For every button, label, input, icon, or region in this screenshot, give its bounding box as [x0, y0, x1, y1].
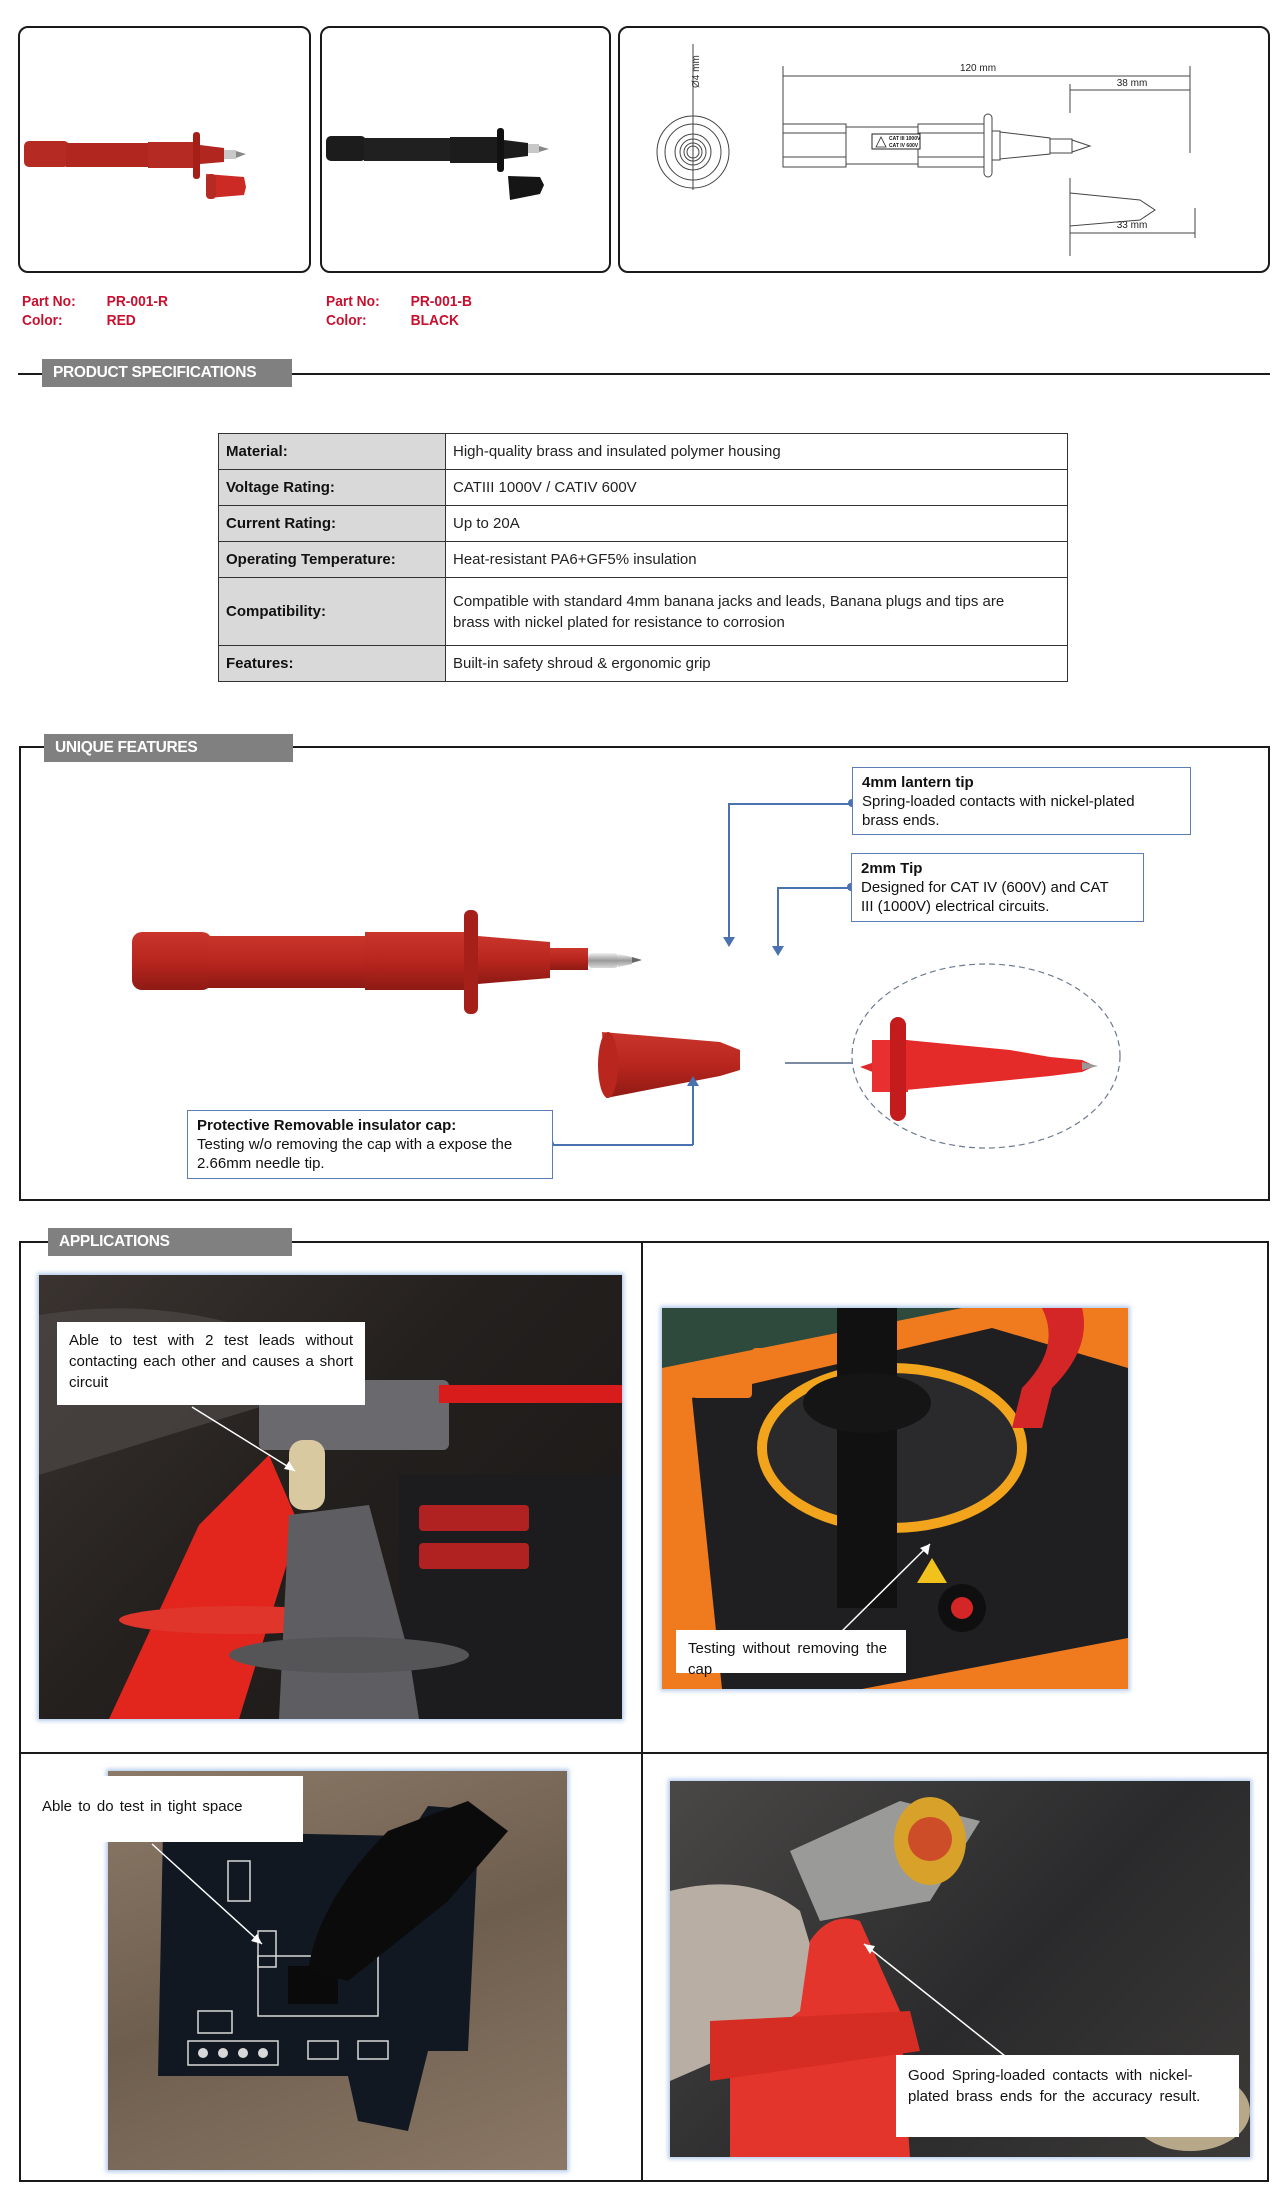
spec-value: Built-in safety shroud & ergonomic grip [446, 646, 1068, 682]
callout-line [777, 887, 779, 952]
part-no-label: Part No: [326, 293, 380, 310]
technical-drawing-icon [620, 28, 1270, 273]
black-probe-icon [322, 28, 611, 273]
cap-length-label: 33 mm [1116, 220, 1148, 231]
part-info-black [326, 292, 472, 330]
zoom-connector-line [785, 1062, 852, 1064]
arrow-down-icon [772, 946, 784, 956]
callout-line [728, 803, 730, 943]
table-row [219, 646, 1068, 682]
callout-line [550, 1144, 693, 1146]
spec-value: CATIII 1000V / CATIV 600V [446, 470, 1068, 506]
callout-title: Protective Removable insulator cap: [197, 1117, 457, 1134]
callout-title: 2mm Tip [861, 860, 923, 877]
pointer-arrow-icon [860, 1940, 1010, 2058]
product-image-black [320, 26, 611, 273]
spec-label: Current Rating: [219, 506, 446, 542]
arrow-down-icon [723, 937, 735, 947]
spec-label: Operating Temperature: [219, 542, 446, 578]
callout-title: 4mm lantern tip [862, 774, 974, 791]
table-row [219, 578, 1068, 646]
application-caption: Able to do test in tight space [30, 1776, 303, 1842]
dimension-drawing [618, 26, 1270, 273]
red-probe-large-icon [120, 880, 820, 1120]
callout-text: Designed for CAT IV (600V) and CAT [861, 879, 1109, 896]
callout-text: brass ends. [862, 812, 940, 829]
spec-value: Heat-resistant PA6+GF5% insulation [446, 542, 1068, 578]
application-caption: Good Spring-loaded contacts with nickel-plated brass ends for the accuracy result. [896, 2055, 1239, 2137]
unique-features-heading: UNIQUE FEATURES [44, 734, 293, 762]
specs-table [218, 433, 1068, 682]
part-no-label: Part No: [22, 293, 76, 310]
callout-line [777, 887, 852, 889]
part-no-value: PR-001-R [106, 293, 168, 310]
application-caption: Testing without removing the cap [676, 1630, 906, 1673]
spec-value: High-quality brass and insulated polymer housing [446, 434, 1068, 470]
spec-label: Features: [219, 646, 446, 682]
table-row [219, 434, 1068, 470]
application-caption: Able to test with 2 test leads without contacting each other and causes a short circuit [57, 1322, 365, 1405]
red-probe-icon [20, 28, 311, 273]
callout-text: Spring-loaded contacts with nickel-plated [862, 793, 1135, 810]
pointer-arrow-icon [820, 1540, 940, 1640]
table-row [219, 542, 1068, 578]
callout-text: 2.66mm needle tip. [197, 1155, 325, 1172]
grid-divider-vertical [641, 1241, 643, 2182]
callout-text: III (1000V) electrical circuits. [861, 898, 1050, 915]
applications-heading: APPLICATIONS [48, 1228, 292, 1256]
diameter-label: Ø4 mm [691, 55, 702, 88]
callout-line [728, 803, 853, 805]
spec-value-line: brass with nickel plated for resistance to corrosion [453, 613, 785, 631]
part-info-red [22, 292, 168, 330]
product-image-red [18, 26, 311, 273]
table-row [219, 506, 1068, 542]
zoom-detail-ellipse [850, 962, 1122, 1150]
part-no-value: PR-001-B [410, 293, 472, 310]
spec-label: Voltage Rating: [219, 470, 446, 506]
callout-lantern-tip [852, 767, 1191, 835]
spec-value-line: Compatible with standard 4mm banana jacks and leads, Banana plugs and tips are [453, 592, 1005, 610]
color-value: BLACK [410, 312, 459, 329]
cat3-label: CAT III 1000V [889, 136, 921, 142]
grid-divider-horizontal [19, 1752, 1269, 1754]
table-row [219, 470, 1068, 506]
callout-insulator-cap [187, 1110, 553, 1179]
color-label: Color: [326, 312, 367, 329]
color-label: Color: [22, 312, 63, 329]
callout-text: Testing w/o removing the cap with a expose the [197, 1136, 513, 1153]
spec-value: Up to 20A [446, 506, 1068, 542]
arrow-up-icon [687, 1076, 699, 1086]
spec-label: Compatibility: [219, 578, 446, 646]
overall-length-label: 120 mm [959, 63, 997, 74]
spec-label: Material: [219, 434, 446, 470]
callout-line [692, 1085, 694, 1145]
spec-value [446, 578, 1068, 646]
color-value: RED [106, 312, 136, 329]
tip-length-label: 38 mm [1116, 78, 1148, 89]
pointer-arrow-icon [150, 1842, 270, 1952]
callout-2mm-tip [851, 853, 1144, 922]
specs-heading: PRODUCT SPECIFICATIONS [42, 359, 292, 387]
pointer-arrow-icon [190, 1405, 300, 1475]
cat4-label: CAT IV 600V [889, 143, 919, 149]
